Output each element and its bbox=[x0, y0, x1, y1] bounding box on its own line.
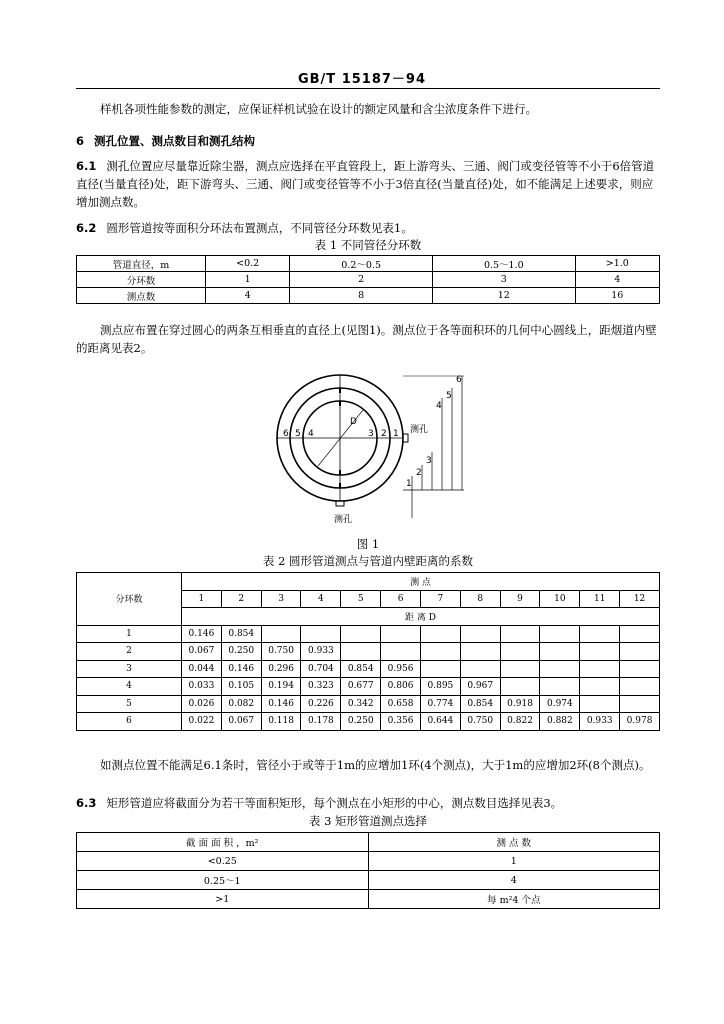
table2-cell: 0.146 bbox=[221, 660, 261, 678]
table1 bbox=[76, 255, 660, 304]
table2-cell bbox=[580, 643, 620, 661]
figure-point-4: 4 bbox=[308, 429, 314, 439]
table2-cell bbox=[381, 643, 421, 661]
table3-header-cell: 测 点 数 bbox=[368, 833, 660, 852]
table2-cell: 0.356 bbox=[381, 713, 421, 731]
table2-col-header: 12 bbox=[620, 590, 660, 608]
table2-cell: 0.044 bbox=[182, 660, 222, 678]
table1-caption: 表 1 不同管径分环数 bbox=[314, 238, 422, 252]
table1-cell: 4 bbox=[206, 288, 290, 304]
table3-cell: 1 bbox=[368, 852, 660, 871]
table2-col-header: 4 bbox=[301, 590, 341, 608]
table1-cell: 1 bbox=[206, 272, 290, 288]
clause-6-2 bbox=[76, 219, 660, 237]
table2-cell: 0.918 bbox=[500, 695, 540, 713]
table2-cell bbox=[620, 625, 660, 643]
table2-col-header: 5 bbox=[341, 590, 381, 608]
table2-cell: 0.250 bbox=[341, 713, 381, 731]
table3-header-cell: 截 面 面 积 ，m² bbox=[77, 833, 369, 852]
table2-row bbox=[77, 643, 660, 661]
figure-dim-5: 5 bbox=[446, 391, 452, 401]
table2-col-header: 3 bbox=[261, 590, 301, 608]
table2-ring-count: 3 bbox=[77, 660, 182, 678]
table2-cell: 0.118 bbox=[261, 713, 301, 731]
table2-cell bbox=[500, 643, 540, 661]
table2-cell bbox=[460, 643, 500, 661]
clause-6-3-number: 6.3 bbox=[76, 796, 97, 810]
figure-point-6: 6 bbox=[283, 429, 289, 439]
table3-cell: 每 m²4 个点 bbox=[368, 890, 660, 909]
table2-cell: 0.178 bbox=[301, 713, 341, 731]
table1-cell: 测点数 bbox=[77, 288, 206, 304]
table2-unit-header: 距 离 D bbox=[182, 608, 660, 626]
table2-col-header: 10 bbox=[540, 590, 580, 608]
table2-cell: 0.895 bbox=[420, 678, 460, 696]
table1-cell: 分环数 bbox=[77, 272, 206, 288]
table2-cell bbox=[580, 695, 620, 713]
clause-6-3 bbox=[76, 794, 660, 812]
table2-cell: 0.226 bbox=[301, 695, 341, 713]
table2-cell bbox=[460, 625, 500, 643]
table2-cell: 0.296 bbox=[261, 660, 301, 678]
table2-cell bbox=[620, 643, 660, 661]
table2-cell: 0.067 bbox=[182, 643, 222, 661]
table2-col-header: 8 bbox=[460, 590, 500, 608]
table2-cell bbox=[540, 660, 580, 678]
table1-header-cell: 0.2～0.5 bbox=[290, 256, 433, 272]
table2-col-header: 1 bbox=[182, 590, 222, 608]
table2-cell bbox=[341, 643, 381, 661]
table2-cell: 0.323 bbox=[301, 678, 341, 696]
table2-cell bbox=[420, 625, 460, 643]
table2-col-header: 2 bbox=[221, 590, 261, 608]
figure-dim-2: 2 bbox=[416, 468, 422, 478]
table2-cell: 0.704 bbox=[301, 660, 341, 678]
table2-cell: 0.022 bbox=[182, 713, 222, 731]
table2-cell bbox=[261, 625, 301, 643]
clause-6-2-text: 圆形管道按等面积分环法布置测点，不同管径分环数见表1。 bbox=[106, 221, 413, 235]
figure-dim-4: 4 bbox=[436, 401, 442, 411]
table2-cell bbox=[381, 625, 421, 643]
table2-cell: 0.854 bbox=[341, 660, 381, 678]
table2-row-header: 分环数 bbox=[77, 573, 182, 626]
figure-label-d: D bbox=[350, 417, 357, 427]
table1-cell: 8 bbox=[290, 288, 433, 304]
table2-ring-count: 4 bbox=[77, 678, 182, 696]
figure-hole-right-label: 测孔 bbox=[410, 425, 429, 435]
table2-ring-count: 1 bbox=[77, 625, 182, 643]
table2-cell: 0.750 bbox=[460, 713, 500, 731]
table2-col-header: 9 bbox=[500, 590, 540, 608]
table2-cell: 0.644 bbox=[420, 713, 460, 731]
table2-cell: 0.082 bbox=[221, 695, 261, 713]
table1-cell: 4 bbox=[575, 272, 659, 288]
table2-col-header: 6 bbox=[381, 590, 421, 608]
table2-cell bbox=[540, 625, 580, 643]
table1-cell: 16 bbox=[575, 288, 659, 304]
table2-cell: 0.806 bbox=[381, 678, 421, 696]
table2-caption: 表 2 圆形管道测点与管道内壁距离的系数 bbox=[262, 554, 474, 568]
table1-header-cell: <0.2 bbox=[206, 256, 290, 272]
table2-cell: 0.194 bbox=[261, 678, 301, 696]
table2-cell bbox=[500, 625, 540, 643]
table1-header-cell: >1.0 bbox=[575, 256, 659, 272]
table2-cell: 0.956 bbox=[381, 660, 421, 678]
table2-cell: 0.854 bbox=[221, 625, 261, 643]
table1-cell: 3 bbox=[432, 272, 575, 288]
table2-cell: 0.933 bbox=[580, 713, 620, 731]
table2-cell: 0.250 bbox=[221, 643, 261, 661]
table2-col-header: 7 bbox=[420, 590, 460, 608]
table2-cell bbox=[620, 695, 660, 713]
table2-cell bbox=[620, 678, 660, 696]
table2-cell: 0.067 bbox=[221, 713, 261, 731]
figure-hole-bottom-label: 测孔 bbox=[334, 515, 353, 525]
table2-cell bbox=[420, 660, 460, 678]
table2-row bbox=[77, 660, 660, 678]
clause-6-1-text: 测孔位置应尽量靠近除尘器，测点应选择在平直管段上，距上游弯头、三通、阀门或变径管等不小于6倍管道直径(当量直径)处，距下游弯头、三通、阀门或变径管等不小于3倍直径(当量直径)处，如不能满足上述要求，则应增加测点数。 bbox=[76, 159, 655, 209]
table2-cell: 0.974 bbox=[540, 695, 580, 713]
table1-header-cell: 管道直径，m bbox=[77, 256, 206, 272]
table2-cell bbox=[341, 625, 381, 643]
table2-ring-count: 2 bbox=[77, 643, 182, 661]
table1-cell: 12 bbox=[432, 288, 575, 304]
section-6-title: 测孔位置、测点数目和测孔结构 bbox=[94, 134, 256, 148]
table2 bbox=[76, 572, 660, 731]
intro-paragraph: 样机各项性能参数的测定，应保证样机试验在设计的额定风量和含尘浓度条件下进行。 bbox=[100, 102, 537, 116]
note-paragraph: 如测点位置不能满足6.1条时，管径小于或等于1m的应增加1环(4个测点)，大于1m的应增加2环(8个测点)。 bbox=[100, 758, 651, 772]
table2-cell: 0.146 bbox=[261, 695, 301, 713]
table2-ring-count: 5 bbox=[77, 695, 182, 713]
table2-cell: 0.933 bbox=[301, 643, 341, 661]
table2-row bbox=[77, 678, 660, 696]
figure-dim-1: 1 bbox=[406, 479, 412, 489]
table2-cell bbox=[540, 643, 580, 661]
table2-ring-count: 6 bbox=[77, 713, 182, 731]
table1-cell: 2 bbox=[290, 272, 433, 288]
table2-cell bbox=[620, 660, 660, 678]
table2-cell: 0.146 bbox=[182, 625, 222, 643]
figure-point-1: 1 bbox=[393, 429, 399, 439]
figure-dim-3: 3 bbox=[426, 456, 432, 466]
figure-point-2: 2 bbox=[381, 429, 387, 439]
table2-cell: 0.750 bbox=[261, 643, 301, 661]
table2-cell: 0.967 bbox=[460, 678, 500, 696]
clause-6-1 bbox=[76, 157, 660, 211]
table2-cell bbox=[460, 660, 500, 678]
table2-cell bbox=[500, 678, 540, 696]
section-6-heading bbox=[76, 132, 660, 150]
table2-cell: 0.342 bbox=[341, 695, 381, 713]
section-6-number: 6 bbox=[76, 134, 85, 148]
table3-cell: 0.25～1 bbox=[77, 871, 369, 890]
table3-cell: 4 bbox=[368, 871, 660, 890]
table2-cell: 0.658 bbox=[381, 695, 421, 713]
table2-cell: 0.774 bbox=[420, 695, 460, 713]
table2-cell bbox=[500, 660, 540, 678]
table2-cell bbox=[420, 643, 460, 661]
table3-cell: >1 bbox=[77, 890, 369, 909]
figure-point-5: 5 bbox=[295, 429, 301, 439]
table3-caption: 表 3 矩形管道测点选择 bbox=[308, 814, 428, 828]
table2-col-header: 11 bbox=[580, 590, 620, 608]
clause-6-3-text: 矩形管道应将截面分为若干等面积矩形，每个测点在小矩形的中心，测点数目选择见表3。 bbox=[106, 796, 563, 810]
figure-1-diagram bbox=[262, 368, 482, 528]
header-rule bbox=[76, 88, 660, 89]
figure-1-caption: 图 1 bbox=[356, 537, 380, 551]
table2-cell: 0.854 bbox=[460, 695, 500, 713]
table2-group-header: 测 点 bbox=[182, 573, 660, 591]
table2-cell bbox=[301, 625, 341, 643]
clause-6-2-number: 6.2 bbox=[76, 221, 97, 235]
table2-cell: 0.978 bbox=[620, 713, 660, 731]
table1-header-cell: 0.5～1.0 bbox=[432, 256, 575, 272]
layout-paragraph: 测点应布置在穿过圆心的两条互相垂直的直径上(见图1)。测点位于各等面积环的几何中心圆线上，距烟道内壁的距离见表2。 bbox=[76, 323, 657, 355]
table3 bbox=[76, 832, 660, 909]
table2-cell: 0.822 bbox=[500, 713, 540, 731]
table2-cell bbox=[580, 660, 620, 678]
table2-cell: 0.026 bbox=[182, 695, 222, 713]
figure-point-3: 3 bbox=[368, 429, 374, 439]
table2-row bbox=[77, 625, 660, 643]
table2-cell: 0.033 bbox=[182, 678, 222, 696]
document-header: GB/T 15187－94 bbox=[297, 72, 427, 87]
table2-row bbox=[77, 713, 660, 731]
table2-row bbox=[77, 695, 660, 713]
table2-cell: 0.882 bbox=[540, 713, 580, 731]
table2-cell: 0.105 bbox=[221, 678, 261, 696]
table2-cell: 0.677 bbox=[341, 678, 381, 696]
figure-dim-6: 6 bbox=[456, 375, 462, 385]
table2-cell bbox=[540, 678, 580, 696]
table2-cell bbox=[580, 678, 620, 696]
table3-cell: <0.25 bbox=[77, 852, 369, 871]
table2-cell bbox=[580, 625, 620, 643]
clause-6-1-number: 6.1 bbox=[76, 159, 97, 173]
